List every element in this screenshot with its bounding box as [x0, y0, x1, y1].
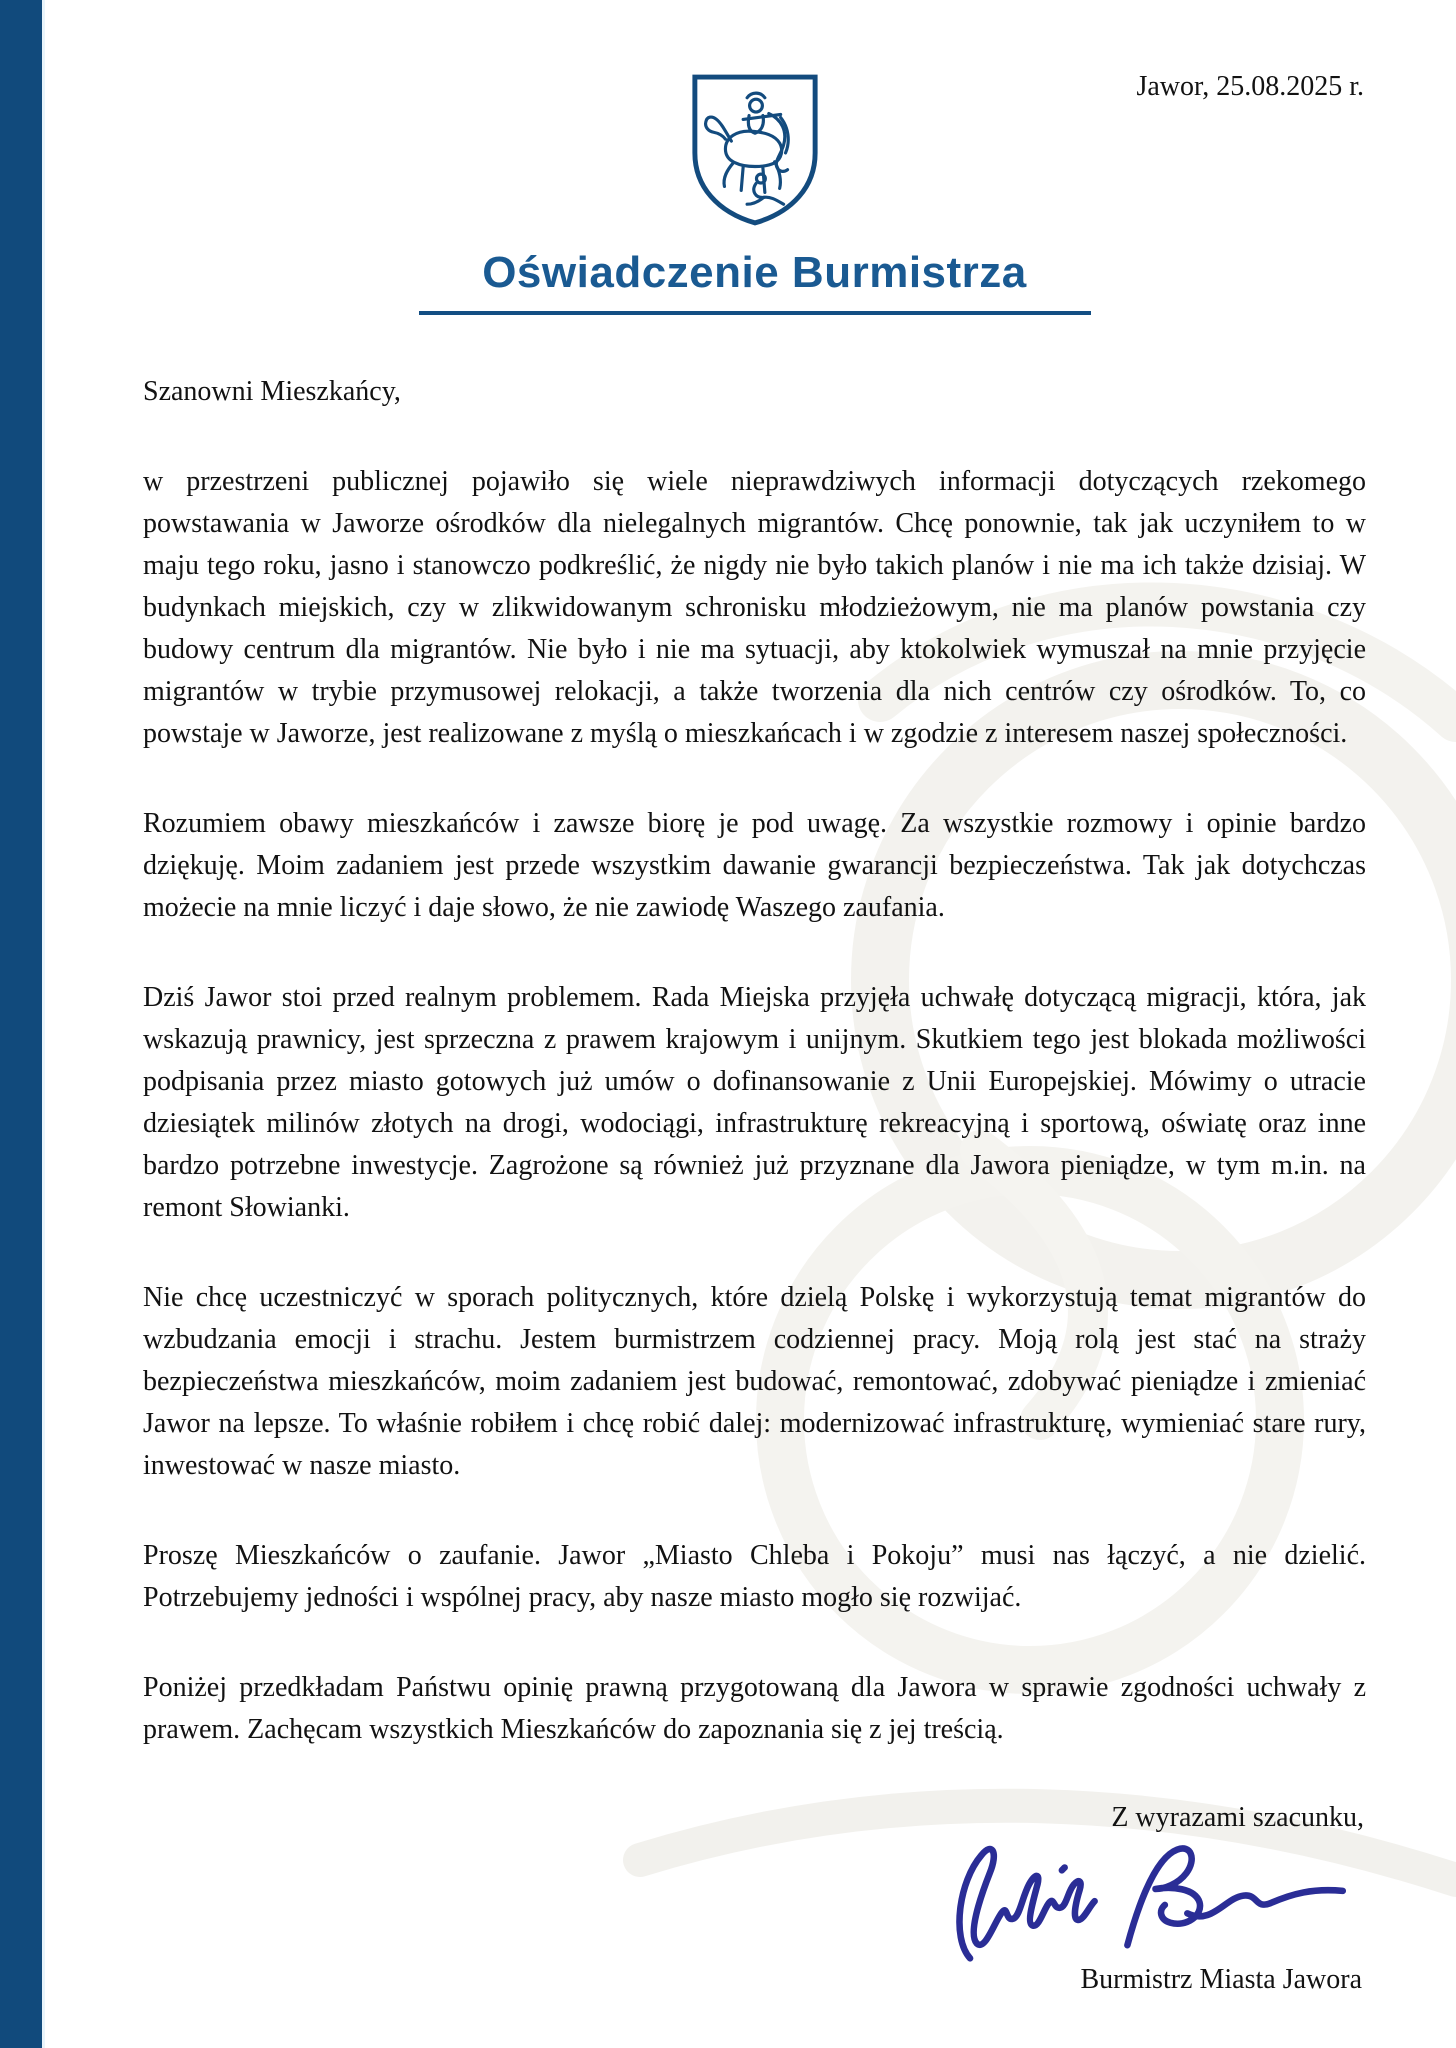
- paragraph-5: Proszę Mieszkańców o zaufanie. Jawor „Miasto Chleba i Pokoju” musi nas łączyć, a nie dzielić. Potrzebujemy jedności i wspólnej pracy, aby nasze miasto mogło się rozwijać.: [143, 1540, 1366, 1613]
- signer-title: Burmistrz Miasta Jawora: [1080, 1964, 1362, 1995]
- paragraph-3: Dziś Jawor stoi przed realnym problemem. Rada Miejska przyjęła uchwałę dotyczącą migracji, która, jak wskazują prawnicy, jest sprzeczna z prawem krajowym i unijnym. Skutkiem tego jest blokada możliwości podpisania przez miasto gotowych już umów o dofinansowanie z Unii Europejskiej. Mówimy o utracie dziesiątek milinów złotych na drogi, wodociągi, infrastrukturę rekreacyjną i sportową, oświatę oraz inne bardzo potrzebne inwestycje. Zagrożone są również już przyznane dla Jawora pieniądze, w tym m.in. na remont Słowianki.: [143, 982, 1366, 1223]
- paragraph-1: w przestrzeni publicznej pojawiło się wiele nieprawdziwych informacji dotyczących rzekomego powstawania w Jaworze ośrodków dla nielegalnych migrantów. Chcę ponownie, tak jak uczyniłem to w maju tego roku, jasno i stanowczo podkreślić, że nigdy nie było takich planów i nie ma ich także dzisiaj. W budynkach miejskich, czy w zlikwidowanym schronisku młodzieżowym, nie ma planów powstania czy budowy centrum dla migrantów. Nie było i nie ma sytuacji, aby ktokolwiek wymuszał na mnie przyjęcie migrantów w trybie przymusowej relokacji, a także tworzenia dla nich centrów czy ośrodków. To, co powstaje w Jaworze, jest realizowane z myślą o mieszkańcach i w zgodzie z interesem naszej społeczności.: [143, 466, 1366, 749]
- letter-date: Jawor, 25.08.2025 r.: [1136, 71, 1364, 102]
- paragraph-6: Poniżej przedkładam Państwu opinię prawną przygotowaną dla Jawora w sprawie zgodności uchwały z prawem. Zachęcam wszystkich Mieszkańców do zapoznania się z jej treścią.: [143, 1672, 1366, 1745]
- signature-scrawl: [942, 1823, 1354, 1985]
- title-underline: [419, 311, 1091, 315]
- page-content: [143, 0, 1366, 2001]
- left-accent-bar: [0, 0, 45, 2048]
- salutation: Szanowni Mieszkańcy,: [143, 376, 401, 407]
- page-title: Oświadczenie Burmistrza: [482, 248, 1027, 297]
- paragraph-2: Rozumiem obawy mieszkańców i zawsze biorę je pod uwagę. Za wszystkie rozmowy i opinie bardzo dziękuję. Moim zadaniem jest przede wszystkim dawanie gwarancji bezpieczeństwa. Tak jak dotychczas możecie na mnie liczyć i daje słowo, że nie zawiodę Waszego zaufania.: [143, 808, 1366, 923]
- jawor-coat-of-arms-icon: [686, 70, 824, 228]
- letter-header: [143, 70, 1366, 315]
- letter-body: [143, 371, 1366, 2001]
- signoff-block: [143, 1797, 1366, 2001]
- closing-phrase: Z wyrazami szacunku,: [1111, 1802, 1364, 1833]
- paragraph-4: Nie chcę uczestniczyć w sporach politycznych, które dzielą Polskę i wykorzystują temat migrantów do wzbudzania emocji i strachu. Jestem burmistrzem codziennej pracy. Moją rolą jest stać na straży bezpieczeństwa mieszkańców, moim zadaniem jest budować, remontować, zdobywać pieniądze i zmieniać Jawor na lepsze. To właśnie robiłem i chcę robić dalej: modernizować infrastrukturę, wymieniać stare rury, inwestować w nasze miasto.: [143, 1282, 1366, 1481]
